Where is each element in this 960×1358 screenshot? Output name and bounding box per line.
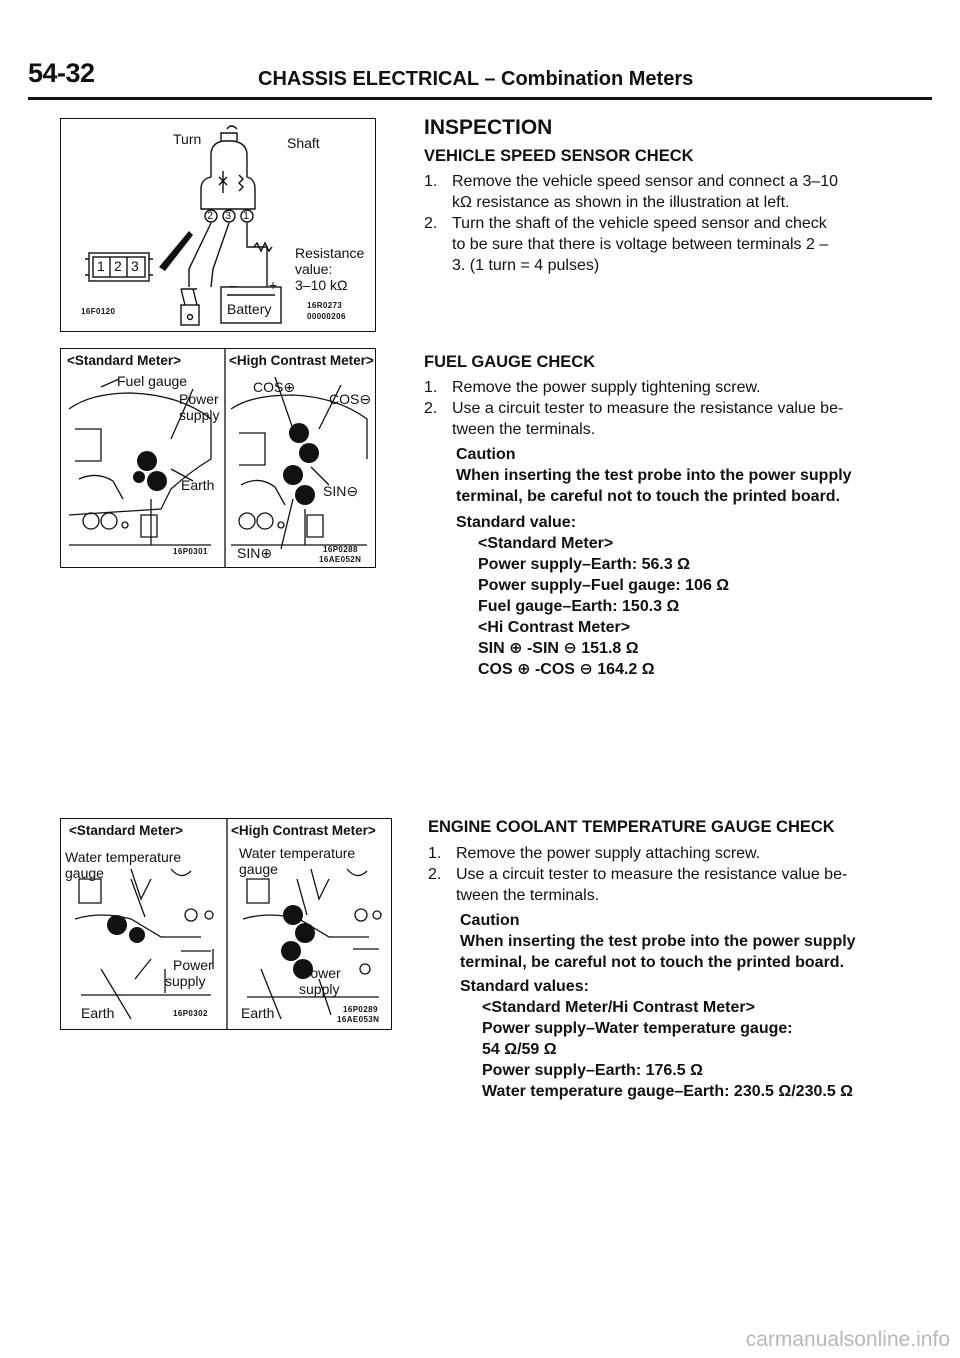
sin-plus-label: SIN⊕ [237, 545, 273, 561]
figure3-code-right1: 16P0289 [343, 1005, 378, 1014]
figure1-code-left: 16F0120 [81, 307, 116, 316]
speed-sensor-drawing [61, 119, 375, 331]
figure1-code-right1: 16R0273 [307, 301, 343, 310]
cos-plus-label: COS⊕ [253, 379, 296, 395]
battery-label: Battery [227, 301, 272, 317]
coolant-water-temp-label-right: Water temperature [239, 845, 356, 861]
pin-label-2: 2 [207, 210, 214, 222]
coolant-power-label-left: Power [173, 957, 213, 973]
coolant-caution: Caution When inserting the test probe into the power supply terminal, be careful not to touch the printed board. [460, 912, 856, 971]
sin-minus-label: SIN⊖ [323, 483, 359, 499]
page-title: CHASSIS ELECTRICAL – Combination Meters [258, 68, 694, 90]
coolant-gauge-figure [60, 818, 392, 1030]
figure3-code-left: 16P0302 [173, 1009, 208, 1018]
connector-terminal-2: 2 [114, 258, 122, 274]
turn-label: Turn [173, 131, 202, 147]
coolant-standard-values: Standard values: <Standard Meter/Hi Contrast Meter> Power supply–Water temperature gauge: 54 Ω/59 Ω Power supply–Earth: 176.5 Ω Water temperature gauge–Earth: 230.5 Ω/230.5 Ω [460, 978, 853, 1100]
figure1-code-right2: 00000206 [307, 312, 346, 321]
coolant-power-label-right: Power [301, 965, 341, 981]
speed-sensor-heading: VEHICLE SPEED SENSOR CHECK [424, 147, 694, 165]
coolant-earth-label-left: Earth [81, 1005, 115, 1021]
fuel-power-label: Power [179, 391, 219, 407]
connector-terminal-3: 3 [131, 258, 139, 274]
watermark: carmanualsonline.info [745, 1328, 950, 1351]
coolant-standard-meter-header: <Standard Meter> [69, 823, 184, 838]
coolant-gauge-label-left: gauge [65, 865, 104, 881]
fuel-gauge-figure [60, 348, 376, 568]
page-number: 54-32 [28, 58, 95, 88]
page-header [28, 58, 932, 98]
fuel-gauge-heading: FUEL GAUGE CHECK [424, 353, 596, 371]
coolant-gauge-label-right: gauge [239, 861, 278, 877]
header-rule [28, 97, 932, 100]
cos-minus-label: COS⊖ [329, 391, 372, 407]
coolant-supply-label-left: supply [165, 973, 206, 989]
pin-label-1: 1 [243, 210, 250, 222]
figure2-code-right2: 16AE052N [319, 555, 362, 564]
pin-label-3: 3 [225, 210, 232, 222]
coolant-earth-label-right: Earth [241, 1005, 275, 1021]
coolant-supply-label-right: supply [299, 981, 340, 997]
connector-terminal-1: 1 [97, 258, 105, 274]
battery-minus: – [229, 277, 237, 293]
battery-plus: + [269, 277, 278, 293]
coolant-heading: ENGINE COOLANT TEMPERATURE GAUGE CHECK [428, 818, 835, 836]
speed-sensor-figure [60, 118, 376, 332]
fuel-earth-label: Earth [181, 477, 215, 493]
inspection-title: INSPECTION [424, 116, 553, 139]
fuel-gauge-drawing [61, 349, 375, 567]
resistance-range-label: 3–10 kΩ [295, 277, 348, 293]
fuel-caution: Caution When inserting the test probe into the power supply terminal, be careful not to touch the printed board. [456, 446, 852, 505]
coolant-water-temp-label-left: Water temperature [65, 849, 182, 865]
fuel-standard-values: Standard value: <Standard Meter> Power supply–Earth: 56.3 Ω Power supply–Fuel gauge: 106 Ω Fuel gauge–Earth: 150.3 Ω <Hi Contrast Meter> SIN ⊕ -SIN ⊖ 151.8 Ω COS ⊕ -COS ⊖ 164.2 Ω [456, 514, 730, 678]
fuel-gauge-label: Fuel gauge [117, 373, 188, 389]
figure3-code-right2: 16AE053N [337, 1015, 380, 1024]
resistance-value-label: value: [295, 261, 333, 277]
figure2-code-left: 16P0301 [173, 547, 208, 556]
resistance-label: Resistance [295, 245, 365, 261]
fuel-high-contrast-header: <High Contrast Meter> [229, 353, 374, 368]
coolant-high-contrast-header: <High Contrast Meter> [231, 823, 376, 838]
shaft-label: Shaft [287, 135, 320, 151]
fuel-standard-meter-header: <Standard Meter> [67, 353, 182, 368]
figure2-code-right1: 16P0288 [323, 545, 358, 554]
fuel-supply-label: supply [179, 407, 220, 423]
